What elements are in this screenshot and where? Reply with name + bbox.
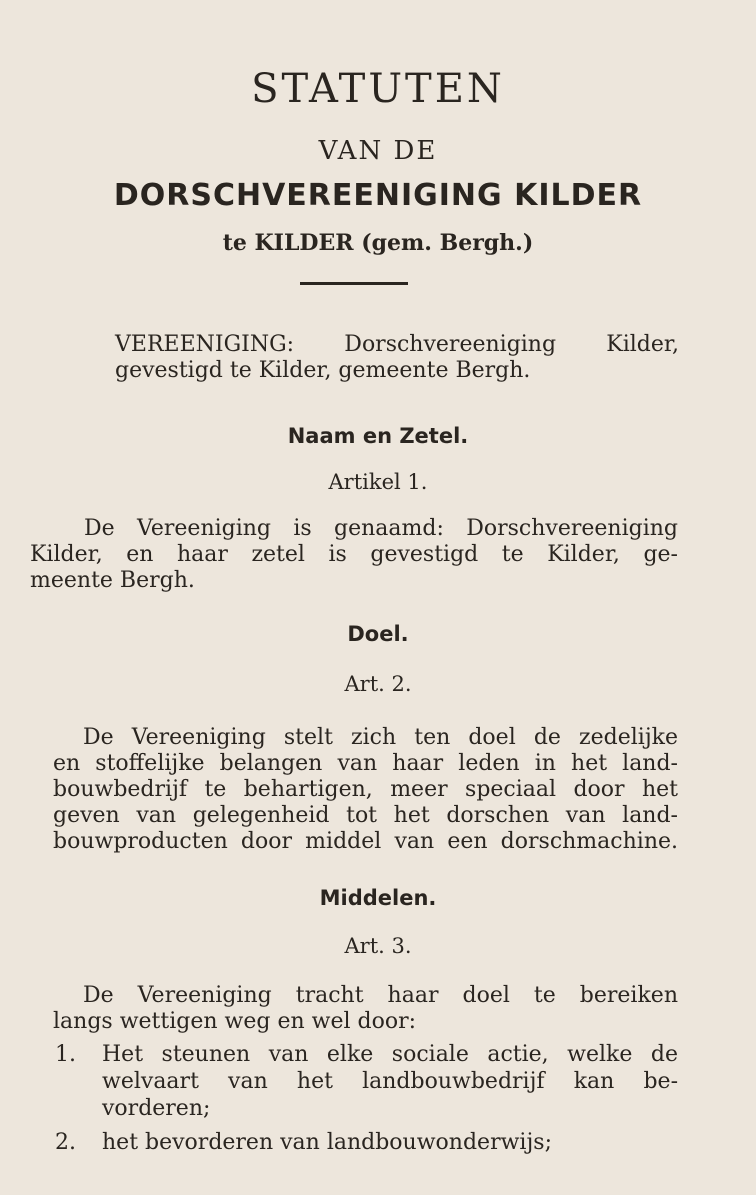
paragraph-line: De Vereeniging is genaamd: Dorschvereeniging [84,516,678,541]
paragraph-line: geven van gelegenheid tot het dorschen van land- [53,803,678,828]
paragraph-line: meente Bergh. [30,568,195,593]
intro-line: VEREENIGING: Dorschvereeniging Kilder, [115,332,679,357]
article-paragraph [53,725,678,855]
paragraph-line: langs wettigen weg en wel door: [53,1009,417,1034]
paragraph-line: Kilder, en haar zetel is gevestigd te Kilder, ge- [30,542,678,567]
document-subtitle: VAN DE [318,136,438,166]
section-heading: Doel. [347,622,409,646]
article-label: Art. 2. [344,672,412,696]
list-item-line: vorderen; [102,1096,211,1121]
list-item [102,1129,678,1156]
list-item-number: 2. [55,1130,76,1155]
organization-name: DORSCHVEREENIGING KILDER [113,178,643,213]
paragraph-line: De Vereeniging tracht haar doel te bereiken [83,983,678,1008]
paragraph-line: bouwproducten door middel van een dorschmachine. [53,829,678,854]
article-paragraph [53,983,678,1035]
title-divider [300,282,408,285]
list-item-line: het bevorderen van landbouwonderwijs; [102,1130,552,1155]
intro-line: gevestigd te Kilder, gemeente Bergh. [115,358,531,383]
paragraph-line: en stoffelijke belangen van haar leden in het land- [53,751,678,776]
article-label: Art. 3. [344,934,412,958]
document-title: STATUTEN [251,66,505,112]
intro-paragraph [115,332,679,384]
list-item-number: 1. [55,1042,76,1067]
article-paragraph [30,516,678,594]
paragraph-line: De Vereeniging stelt zich ten doel de zedelijke [83,725,678,750]
list-item-line: welvaart van het landbouwbedrijf kan be- [102,1069,678,1094]
organization-place: te KILDER (gem. Bergh.) [222,230,534,256]
paragraph-line: bouwbedrijf te behartigen, meer speciaal door het [53,777,678,802]
section-heading: Middelen. [319,886,437,910]
list-item [102,1041,678,1122]
article-label: Artikel 1. [328,470,428,494]
section-heading: Naam en Zetel. [287,424,469,448]
list-item-line: Het steunen van elke sociale actie, welke de [102,1042,678,1067]
